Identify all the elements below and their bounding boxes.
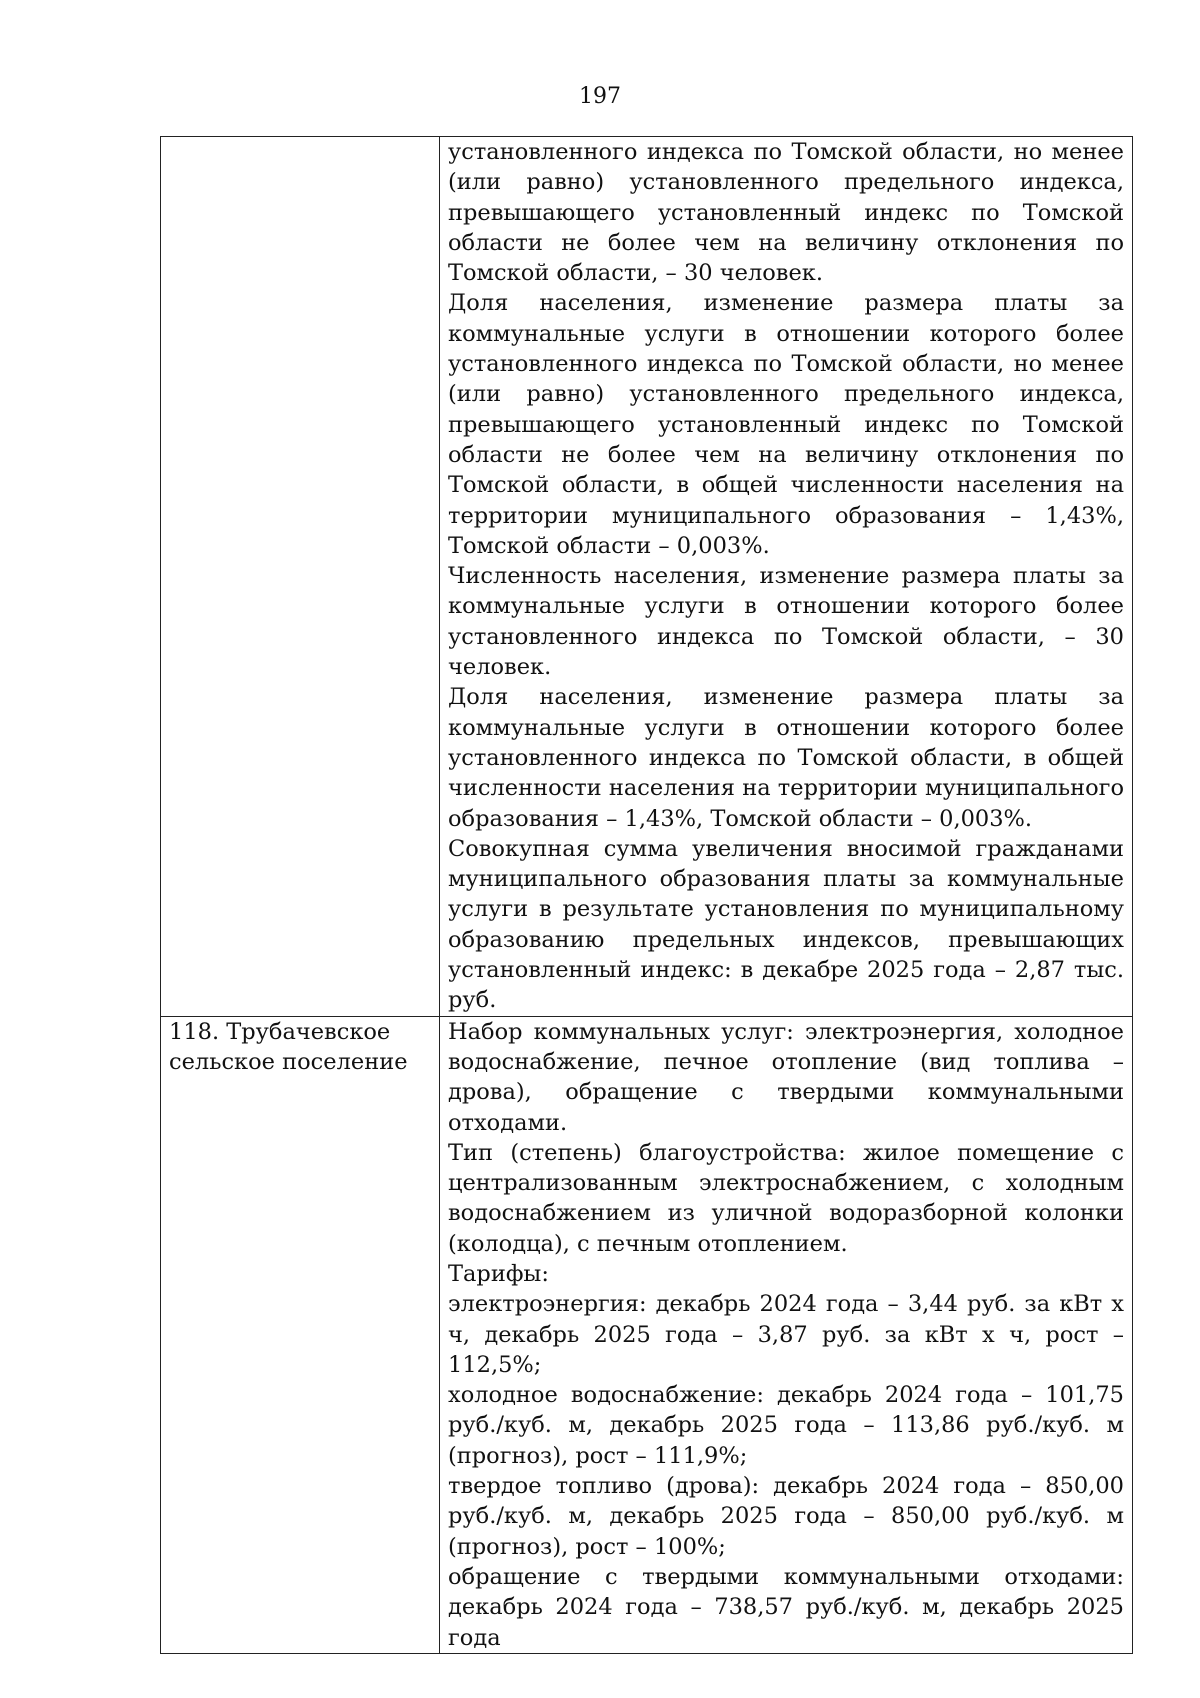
description-paragraph: Тарифы: <box>448 1260 549 1287</box>
document-table <box>160 136 1133 1654</box>
description-paragraph: Набор коммунальных услуг: электроэнергия, холодное водоснабжение, печное отопление (вид топлива – дрова), обращение с твердыми коммунальными отходами. <box>448 1018 1124 1136</box>
description-paragraph: Численность населения, изменение размера платы за коммунальные услуги в отношении которого более установленного индекса по Томской области, – 30 человек. <box>448 563 1124 681</box>
description-paragraph: обращение с твердыми коммунальными отходами: декабрь 2024 года – 738,57 руб./куб. м, декабрь 2025 года <box>448 1563 1124 1651</box>
description-paragraph: Совокупная сумма увеличения вносимой гражданами муниципального образования платы за коммунальные услуги в результате установления по муниципальному образованию предельных индексов, превышающих установленный индекс: в декабре 2025 года – 2,87 тыс. руб. <box>448 835 1124 1014</box>
settlement-name-cell <box>161 137 440 1017</box>
settlement-name-line: 118. Трубачевское <box>169 1018 391 1045</box>
description-cell <box>440 1016 1133 1653</box>
settlement-name-cell <box>161 1016 440 1653</box>
description-paragraph: Тип (степень) благоустройства: жилое помещение с централизованным электроснабжением, с холодным водоснабжением из уличной водоразборной колонки (колодца), с печным отоплением. <box>448 1139 1124 1257</box>
description-paragraph: твердое топливо (дрова): декабрь 2024 года – 850,00 руб./куб. м, декабрь 2025 года – 850,00 руб./куб. м (прогноз), рост – 100%; <box>448 1473 1124 1560</box>
settlement-name-line: сельское поселение <box>169 1048 408 1075</box>
description-cell <box>440 137 1133 1017</box>
description-paragraph: Доля населения, изменение размера платы за коммунальные услуги в отношении которого более установленного индекса по Томской области, в общей численности населения на территории муниципального образования – 1,43%, Томской области – 0,003%. <box>448 684 1124 832</box>
table-row <box>161 137 1133 1017</box>
description-paragraph: холодное водоснабжение: декабрь 2024 года – 101,75 руб./куб. м, декабрь 2025 года – 113,86 руб./куб. м (прогноз), рост – 111,9%; <box>448 1382 1124 1469</box>
description-paragraph: Доля населения, изменение размера платы за коммунальные услуги в отношении которого более установленного индекса по Томской области, но менее (или равно) установленного предельного индекса, превышающего установленный индекс по Томской области не более чем на величину отклонения по Томской области, в общей численности населения на территории муниципального образования – 1,43%, Томской области – 0,003%. <box>448 290 1124 559</box>
page-number: 197 <box>579 84 621 109</box>
description-paragraph: установленного индекса по Томской области, но менее (или равно) установленного предельного индекса, превышающего установленный индекс по Томской области не более чем на величину отклонения по Томской области, – 30 человек. <box>448 139 1124 287</box>
description-paragraph: электроэнергия: декабрь 2024 года – 3,44 руб. за кВт х ч, декабрь 2025 года – 3,87 руб. за кВт х ч, рост – 112,5%; <box>448 1291 1124 1378</box>
table-row <box>161 1016 1133 1653</box>
